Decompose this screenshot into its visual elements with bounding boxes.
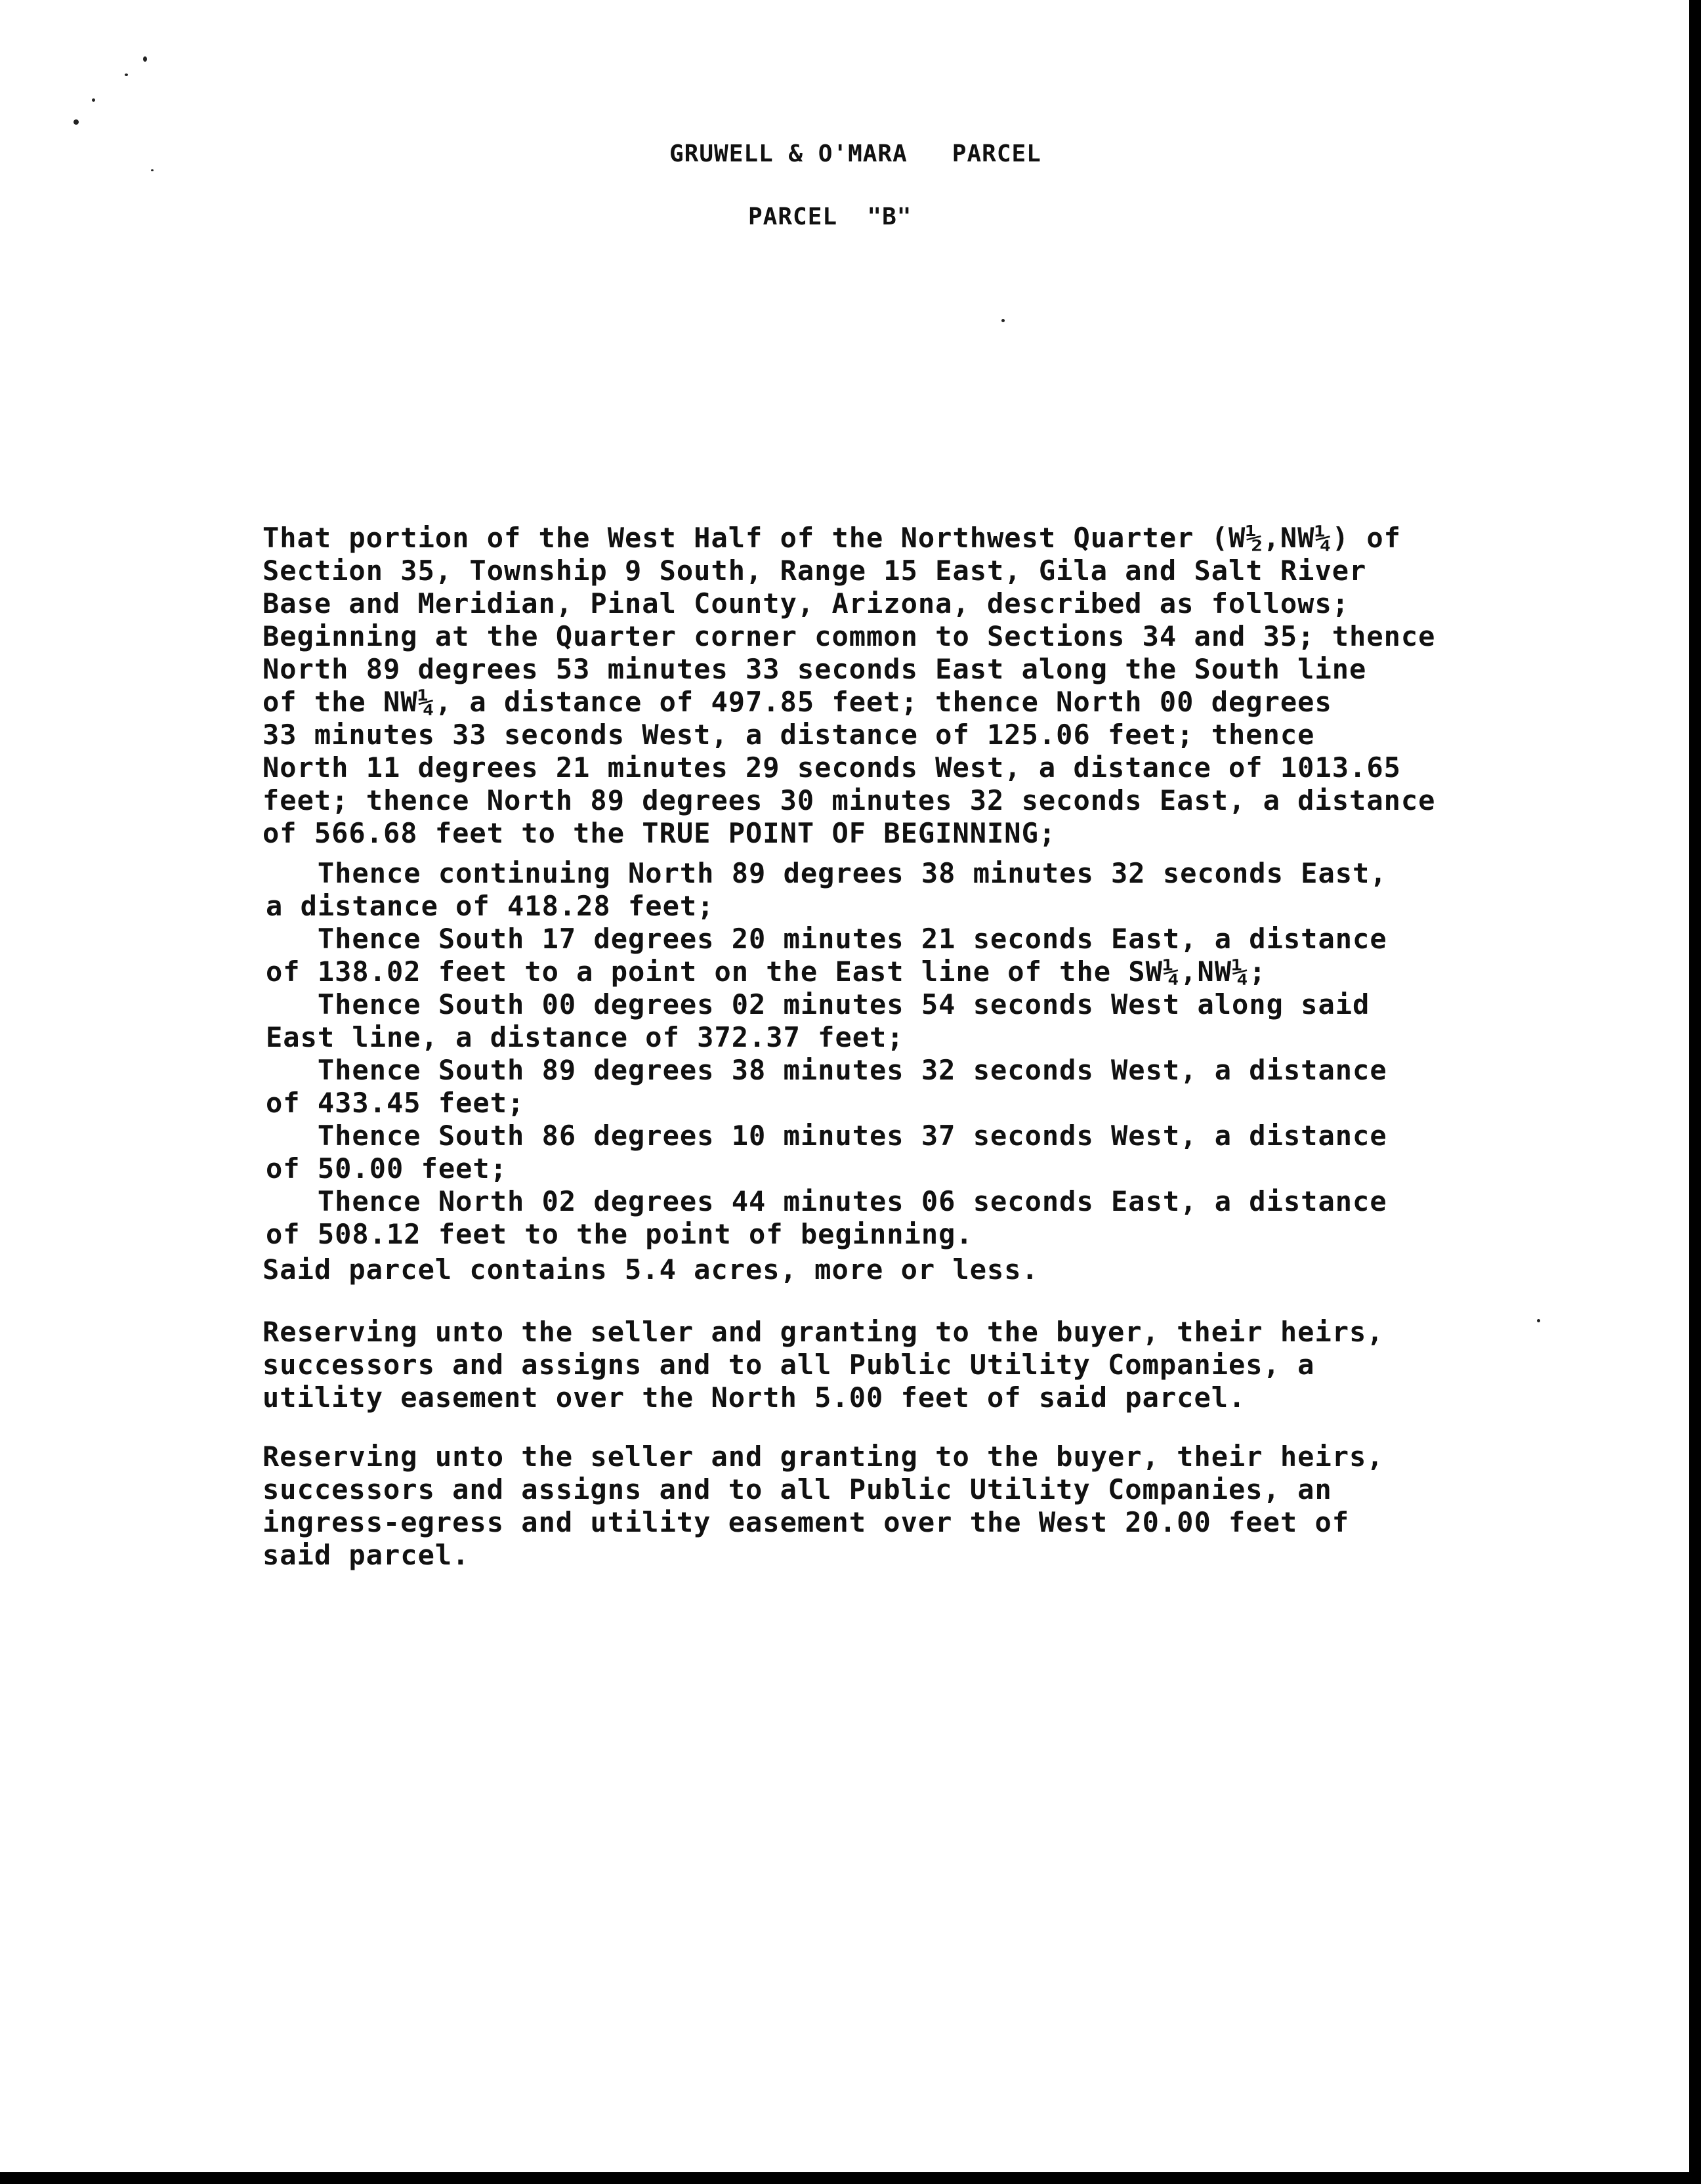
scan-border-bottom bbox=[0, 2172, 1701, 2184]
scan-speck bbox=[151, 169, 154, 171]
scan-speck bbox=[143, 56, 147, 62]
parcel-acreage: Said parcel contains 5.4 acres, more or less. bbox=[262, 1253, 1039, 1286]
utility-easement-reservation: Reserving unto the seller and granting to the buyer, their heirs, successors and assigns and to all Public Utility Companies, a utility easement over the North 5.00 feet of said parcel. bbox=[262, 1316, 1384, 1414]
scan-border-right bbox=[1689, 0, 1701, 2184]
ingress-egress-easement-reservation: Reserving unto the seller and granting to the buyer, their heirs, successors and assigns and to all Public Utility Companies, an ingress-egress and utility easement over the West 20.00 feet of said parcel. bbox=[262, 1440, 1384, 1571]
scan-speck bbox=[92, 98, 95, 102]
scan-speck bbox=[74, 119, 79, 125]
legal-description-intro: That portion of the West Half of the Northwest Quarter (W½,NW¼) of Section 35, Township 9 South, Range 15 East, Gila and Salt River Base and Meridian, Pinal County, Arizona, described as follows; Beginning at the Quarter corner common to Sections 34 and 35; thence North 89 degrees 53 minutes 33 seconds East along the South line of the NW¼, a distance of 497.85 feet; thence North 00 degrees 33 minutes 33 seconds West, a distance of 125.06 feet; thence North 11 degrees 21 minutes 29 seconds West, a distance of 1013.65 feet; thence North 89 degrees 30 minutes 32 seconds East, a distance of 566.68 feet to the TRUE POINT OF BEGINNING; bbox=[262, 522, 1436, 849]
legal-description-courses: Thence continuing North 89 degrees 38 minutes 32 seconds East, a distance of 418.28 feet; Thence South 17 degrees 20 minutes 21 seconds East, a distance of 138.02 feet to a point on the East line of the SW¼,NW¼; Thence South 00 degrees 02 minutes 54 seconds West along said East line, a distance of 372.37 feet; Thence South 89 degrees 38 minutes 32 seconds West, a distance of 433.45 feet; Thence South 86 degrees 10 minutes 37 seconds West, a distance of 50.00 feet; Thence North 02 degrees 44 minutes 06 seconds East, a distance of 508.12 feet to the point of beginning. bbox=[266, 857, 1387, 1250]
document-title: GRUWELL & O'MARA PARCEL bbox=[669, 140, 1041, 167]
scan-speck bbox=[125, 74, 128, 76]
parcel-label: PARCEL "B" bbox=[748, 203, 912, 230]
scan-speck bbox=[1001, 319, 1005, 322]
